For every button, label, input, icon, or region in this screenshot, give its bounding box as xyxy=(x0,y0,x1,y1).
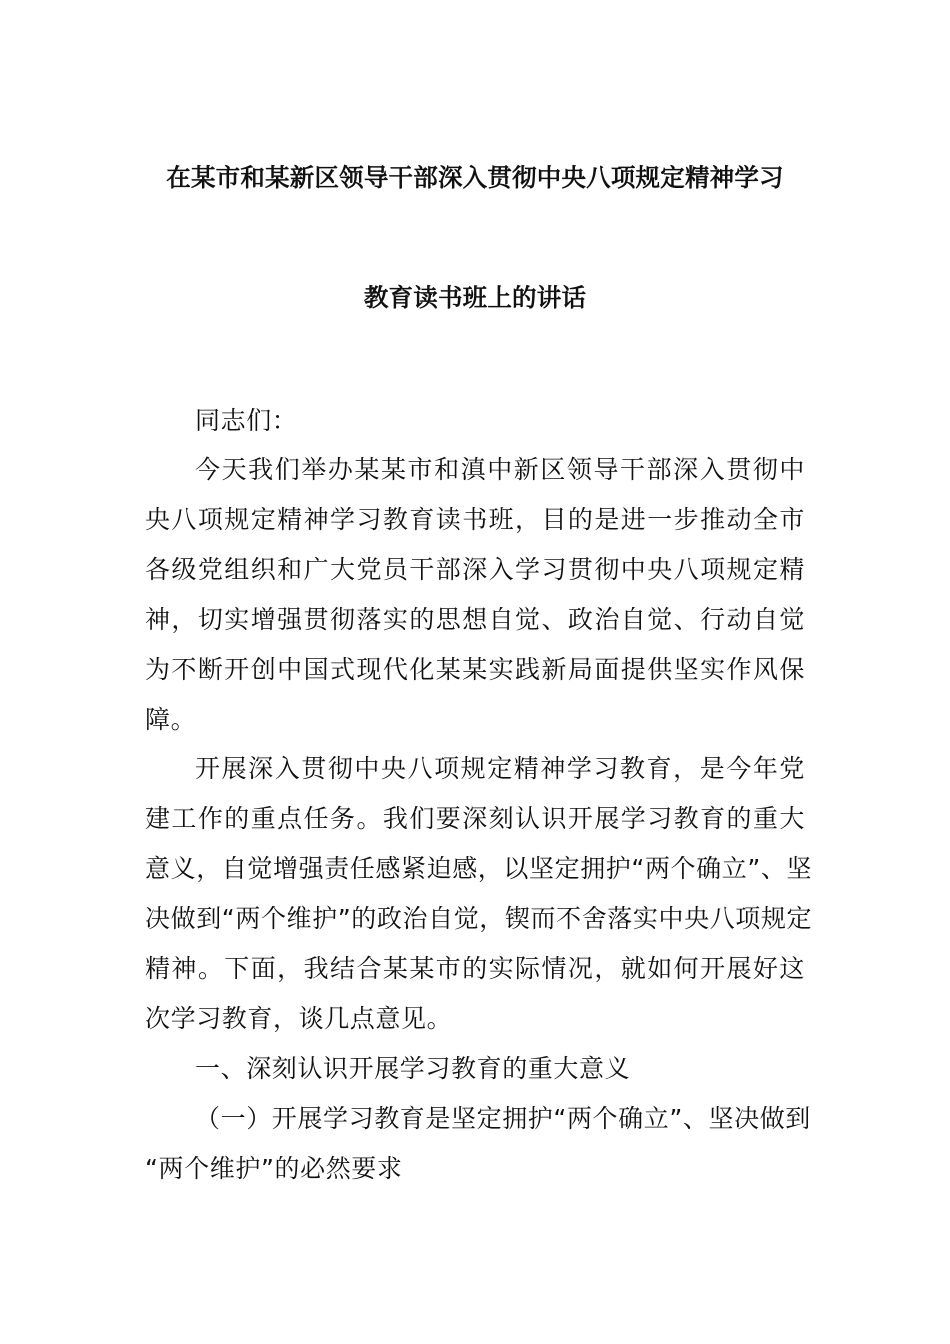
subsection-heading-line: “两个维护”的必然要求 xyxy=(145,1154,403,1183)
paragraph-line: 意义，自觉增强责任感紧迫感，以坚定拥护“两个确立”、坚 xyxy=(145,854,813,883)
paragraph-line: 今天我们举办某某市和滇中新区领导干部深入贯彻中 xyxy=(195,455,805,484)
paragraph-line: 各级党组织和广大党员干部深入学习贯彻中央八项规定精 xyxy=(145,555,805,584)
paragraph-line: 神，切实增强贯彻落实的思想自觉、政治自觉、行动自觉 xyxy=(145,605,805,634)
document-title-line-1: 在某市和某新区领导干部深入贯彻中央八项规定精神学习 xyxy=(166,163,784,192)
document-title-line-2: 教育读书班上的讲话 xyxy=(363,283,587,312)
paragraph-line: 障。 xyxy=(145,705,197,734)
paragraph-line: 开展深入贯彻中央八项规定精神学习教育，是今年党 xyxy=(195,754,805,783)
paragraph-line: 次学习教育，谈几点意见。 xyxy=(145,1004,453,1033)
paragraph-line: 央八项规定精神学习教育读书班，目的是进一步推动全市 xyxy=(145,505,805,534)
paragraph-line: 精神。下面，我结合某某市的实际情况，就如何开展好这 xyxy=(145,954,805,983)
salutation: 同志们： xyxy=(195,406,298,435)
paragraph-line: 为不断开创中国式现代化某某实践新局面提供坚实作风保 xyxy=(145,655,805,684)
paragraph-line: 建工作的重点任务。我们要深刻认识开展学习教育的重大 xyxy=(145,804,805,833)
section-heading-1: 一、深刻认识开展学习教育的重大意义 xyxy=(195,1054,631,1083)
subsection-heading-line: （一）开展学习教育是坚定拥护“两个确立”、坚决做到 xyxy=(195,1104,811,1133)
paragraph-line: 决做到“两个维护”的政治自觉，锲而不舍落实中央八项规定 xyxy=(145,904,813,933)
